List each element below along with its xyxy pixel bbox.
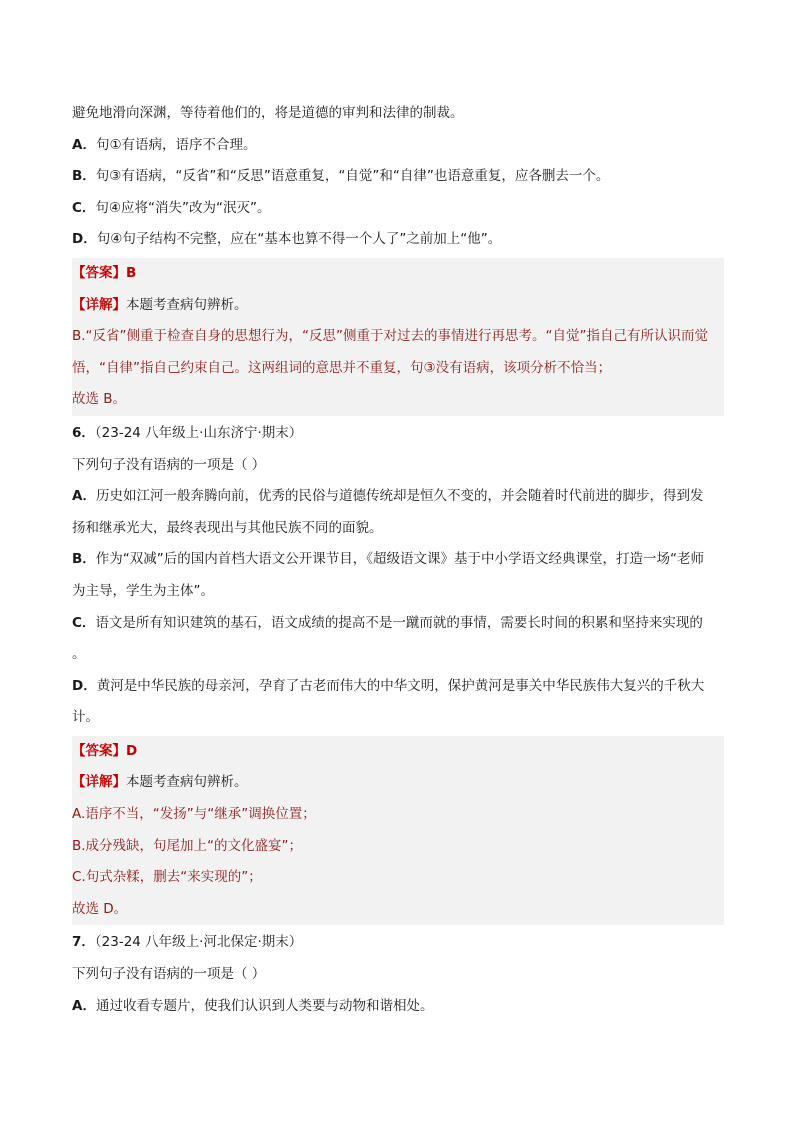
q6-analysis-c: C.句式杂糅，删去“来实现的”；: [72, 869, 262, 886]
q5-option-a: [72, 130, 724, 162]
q5-analysis-line-2: 悟，“自律”指自己约束自己。这两组词的意思并不重复，句③没有语病，该项分析不恰当；: [72, 359, 612, 376]
q6-answer-line: [72, 736, 724, 768]
option-letter: A．: [72, 997, 96, 1014]
option-text-cont: 扬和继承光大，最终表现出与其他民族不同的面貌。: [72, 519, 383, 536]
q6-stem: 下列句子没有语病的一项是（ ）: [72, 456, 266, 473]
q6-option-d: [72, 671, 724, 734]
question-source: （23-24 八年级上·山东济宁·期末）: [94, 424, 303, 441]
q6-conclusion: 故选 D。: [72, 900, 128, 917]
option-text-cont: 。: [72, 646, 86, 663]
q5-option-b: [72, 161, 724, 193]
option-text: 作为“双减”后的国内首档大语文公开课节目，《超级语文课》基于中小学语文经典课堂，打造一场“老师: [95, 551, 705, 568]
q6-header: [72, 418, 724, 450]
q6-analysis-b: B.成分残缺，句尾加上“的文化盛宴”；: [72, 837, 303, 854]
detail-label: 【详解】: [72, 296, 126, 313]
answer-label: 【答案】: [72, 742, 126, 759]
q7-header: [72, 927, 724, 959]
q5-conclusion: 故选 B。: [72, 391, 127, 408]
q6-option-c: [72, 608, 724, 671]
document-content: [72, 98, 724, 1022]
q6-option-b: [72, 544, 724, 607]
option-letter: D．: [72, 677, 97, 694]
q6-analysis-a: A.语序不当，“发扬”与“继承”调换位置；: [72, 806, 316, 823]
q6-option-a: [72, 481, 724, 544]
q5-answer-line: [72, 258, 724, 290]
option-text: 句③有语病，“反省”和“反思”语意重复，“自觉”和“自律”也语意重复，应各删去一个。: [95, 168, 610, 185]
option-letter: B．: [72, 168, 96, 185]
option-text: 句④句子结构不完整，应在“基本也算不得一个人了”之前加上“他”。: [96, 231, 502, 248]
q6-answer-box: [72, 736, 724, 926]
option-letter: A．: [72, 488, 96, 505]
question-number: 6．: [72, 424, 95, 441]
answer-label: 【答案】: [72, 264, 126, 281]
q7-option-a: [72, 991, 724, 1023]
q5-detail-line: [72, 290, 724, 322]
q5-option-c: [72, 193, 724, 225]
option-text-cont: 为主导，学生为主体”。: [72, 582, 214, 599]
option-letter: B．: [72, 551, 96, 568]
q5-analysis-line-1: B.“反省”侧重于检查自身的思想行为，“反思”侧重于对过去的事情进行再思考。“自觉”指自己有所认识而觉: [72, 328, 709, 345]
option-text: 句①有语病，语序不合理。: [95, 136, 257, 153]
q7-stem: 下列句子没有语病的一项是（ ）: [72, 966, 266, 983]
option-text-cont: 计。: [72, 709, 99, 726]
detail-label: 【详解】: [72, 774, 126, 791]
detail-intro: 本题考查病句辨析。: [126, 296, 248, 313]
option-letter: C．: [72, 614, 96, 631]
option-text: 通过收看专题片，使我们认识到人类要与动物和谐相处。: [95, 997, 434, 1014]
question-source: （23-24 八年级上·河北保定·期末）: [94, 934, 303, 951]
question-number: 7．: [72, 934, 95, 951]
detail-intro: 本题考查病句辨析。: [126, 774, 248, 791]
q6-detail-line: [72, 767, 724, 799]
option-text: 历史如江河一般奔腾向前，优秀的民俗与道德传统却是恒久不变的，并会随着时代前进的脚步，得到发: [95, 488, 704, 505]
option-text: 句④应将“消失”改为“泯灭”。: [95, 199, 271, 216]
option-text: 语文是所有知识建筑的基石，语文成绩的提高不是一蹴而就的事情，需要长时间的积累和坚持来实现的: [95, 614, 703, 631]
option-letter: A．: [72, 136, 96, 153]
q5-answer-box: [72, 258, 724, 416]
answer-value: D: [126, 742, 138, 759]
q5-option-d: [72, 224, 724, 256]
option-text: 黄河是中华民族的母亲河，孕育了古老而伟大的中华文明，保护黄河是事关中华民族伟大复兴的千秋大: [96, 677, 705, 694]
q5-stem-continuation: 避免地滑向深渊，等待着他们的，将是道德的审判和法律的制裁。: [72, 105, 464, 121]
answer-value: B: [126, 264, 137, 281]
option-letter: C．: [72, 199, 96, 216]
option-letter: D．: [72, 231, 97, 248]
